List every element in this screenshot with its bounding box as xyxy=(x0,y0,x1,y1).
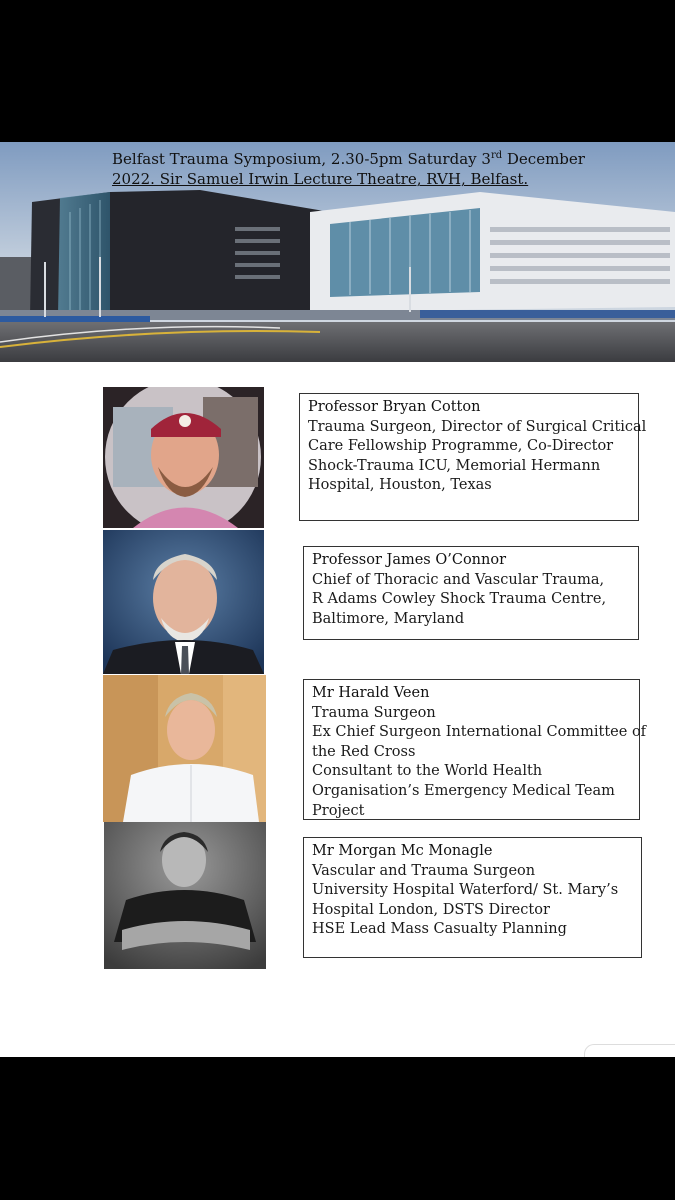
speaker-1-photo xyxy=(103,387,264,528)
speaker-4-line-4: Hospital London, DSTS Director xyxy=(312,901,550,918)
speaker-4-line-5: HSE Lead Mass Casualty Planning xyxy=(312,921,567,938)
page-corner-mark xyxy=(584,1044,675,1057)
speaker-4-line-3: University Hospital Waterford/ St. Mary’s xyxy=(312,882,619,899)
speaker-4-line-1: Mr Morgan Mc Monagle xyxy=(312,843,493,859)
speaker-3-line-5: Consultant to the World Health xyxy=(312,763,543,780)
speaker-2-photo xyxy=(103,530,264,674)
speaker-1-line-2: Trauma Surgeon, Director of Surgical Critical xyxy=(308,418,647,435)
event-title-line2: 2022. Sir Samuel Irwin Lecture Theatre, RVH, Belfast. xyxy=(112,170,529,188)
speaker-3-bio xyxy=(303,679,647,820)
speaker-3-line-3: Ex Chief Surgeon International Committee of xyxy=(312,724,647,741)
speaker-4-bio xyxy=(303,837,642,958)
speaker-1-line-3: Care Fellowship Programme, Co-Director xyxy=(308,438,614,455)
hospital-banner-photo xyxy=(0,142,675,362)
speaker-3-line-1: Mr Harald Veen xyxy=(312,685,430,701)
speaker-3-line-4: the Red Cross xyxy=(312,743,416,760)
speaker-4-line-2: Vascular and Trauma Surgeon xyxy=(312,862,536,879)
speaker-1-line-1: Professor Bryan Cotton xyxy=(308,399,481,415)
speaker-3-line-6: Organisation’s Emergency Medical Team xyxy=(312,782,615,799)
speaker-2-line-4: Baltimore, Maryland xyxy=(312,610,465,627)
speaker-1-line-5: Hospital, Houston, Texas xyxy=(308,477,492,494)
event-title-line1: Belfast Trauma Symposium, 2.30-5pm Saturday 3rd December xyxy=(112,150,585,168)
speaker-3-line-7: Project xyxy=(312,802,365,819)
speaker-1-line-4: Shock-Trauma ICU, Memorial Hermann xyxy=(308,457,601,474)
speaker-3-line-2: Trauma Surgeon xyxy=(312,704,436,721)
speaker-2-line-3: R Adams Cowley Shock Trauma Centre, xyxy=(312,591,607,608)
speaker-2-bio xyxy=(303,546,639,640)
speaker-2-line-2: Chief of Thoracic and Vascular Trauma, xyxy=(312,571,605,588)
speaker-2-line-1: Professor James O’Connor xyxy=(312,552,507,568)
speaker-3-photo xyxy=(103,675,266,822)
speaker-1-bio xyxy=(299,393,647,521)
flyer-page xyxy=(0,142,675,1057)
speaker-4-photo xyxy=(104,822,266,969)
event-title xyxy=(112,149,652,189)
